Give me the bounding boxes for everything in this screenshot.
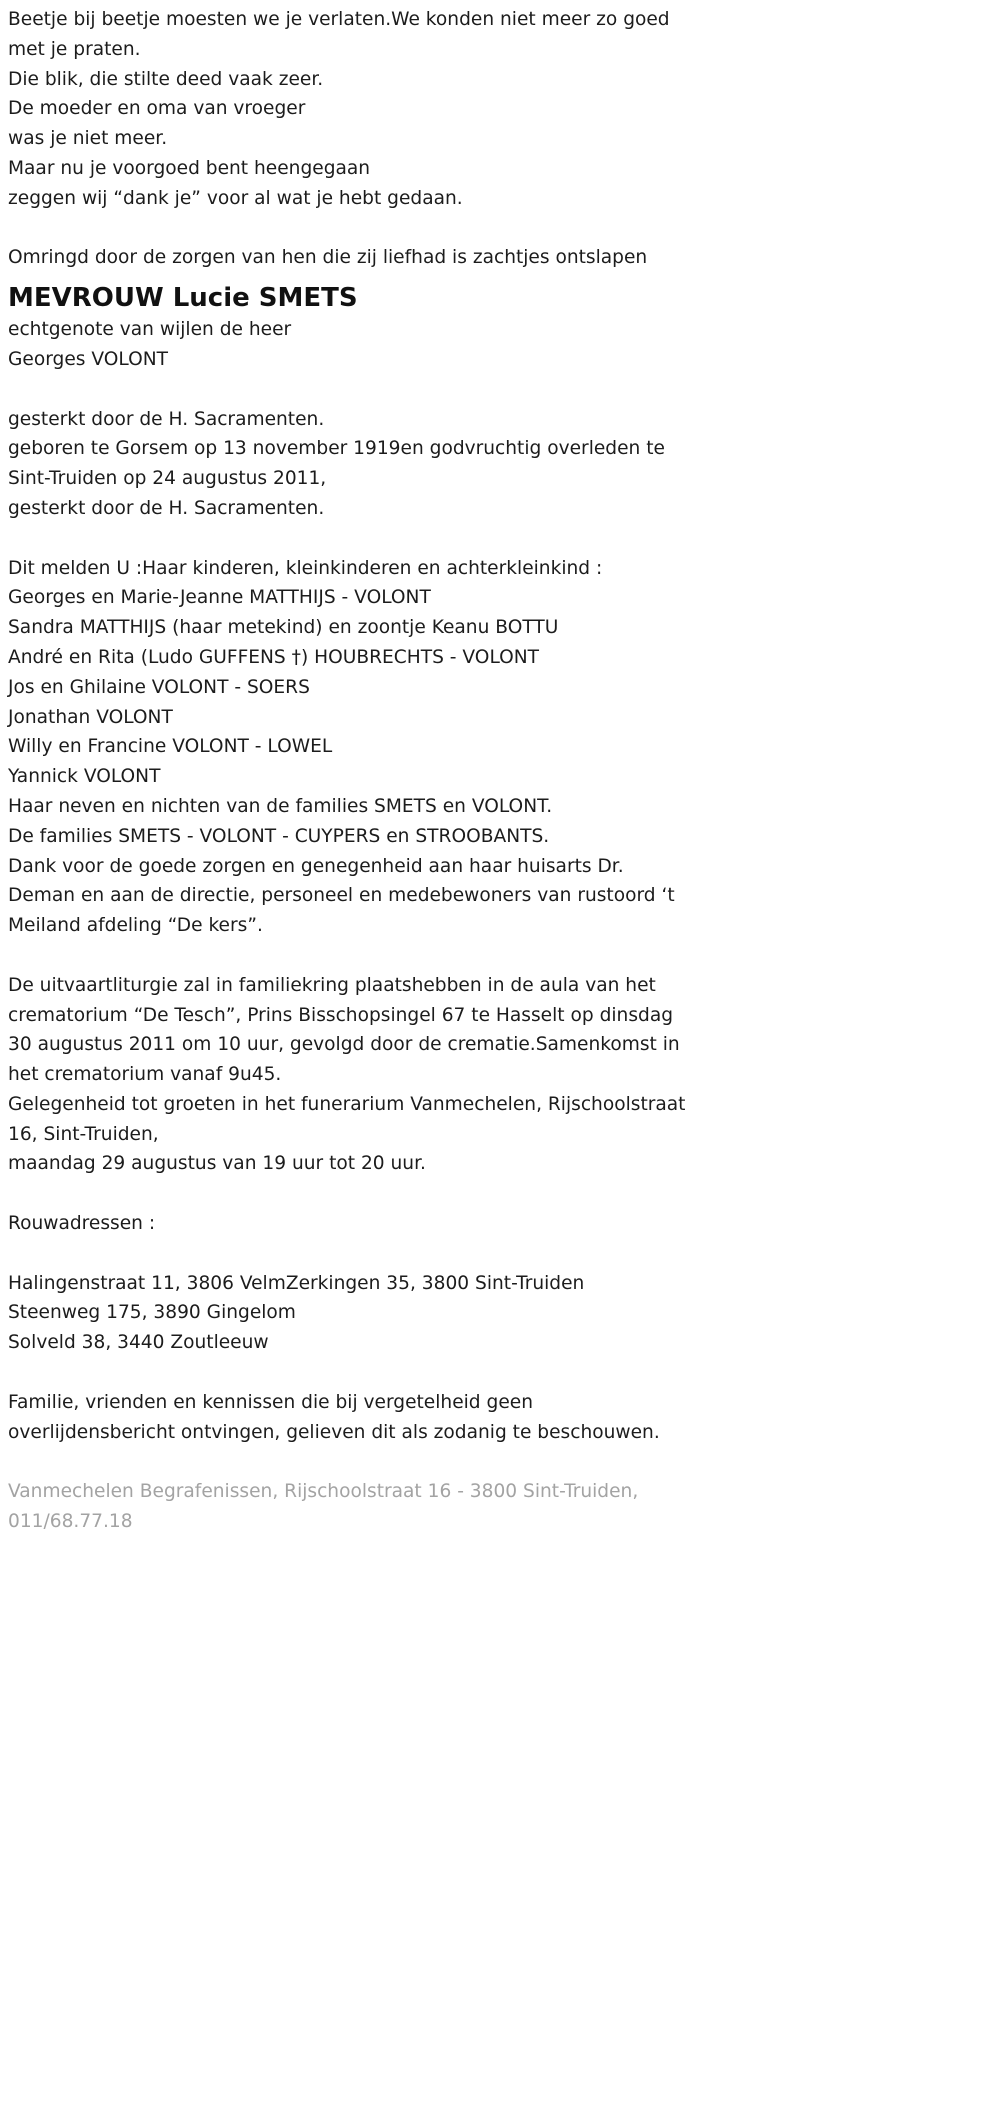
poem-line: Maar nu je voorgoed bent heengegaan xyxy=(8,157,371,179)
family-line: Haar neven en nichten van de families SMETS en VOLONT. xyxy=(8,795,553,817)
family-line: Georges en Marie-Jeanne MATTHIJS - VOLONT xyxy=(8,587,431,609)
spacer xyxy=(8,1179,747,1209)
family-line: Jos en Ghilaine VOLONT - SOERS xyxy=(8,676,310,698)
spouse-line: Georges VOLONT xyxy=(8,348,169,370)
poem-line: zeggen wij “dank je” voor al wat je hebt gedaan. xyxy=(8,187,463,209)
ceremony-info xyxy=(8,971,747,1180)
poem xyxy=(8,5,747,214)
poem-line: met je praten. xyxy=(8,38,141,60)
spacer xyxy=(8,1358,747,1388)
ceremony-line: De uitvaartliturgie zal in familiekring plaatshebben in de aula van het xyxy=(8,974,656,996)
family-line: De families SMETS - VOLONT - CUYPERS en STROOBANTS. xyxy=(8,825,550,847)
family-line: Yannick VOLONT xyxy=(8,766,161,788)
closing-line: Familie, vrienden en kennissen die bij vergetelheid geen xyxy=(8,1391,533,1413)
footer-phone: 011/68.77.18 xyxy=(8,1511,133,1533)
poem-line: Beetje bij beetje moesten we je verlaten.We konden niet meer zo goed xyxy=(8,9,670,30)
spacer xyxy=(8,524,747,554)
family-line: Sandra MATTHIJS (haar metekind) en zoontje Keanu BOTTU xyxy=(8,617,559,639)
closing-note xyxy=(8,1388,747,1448)
family-line: Jonathan VOLONT xyxy=(8,706,173,728)
poem-line: Die blik, die stilte deed vaak zeer. xyxy=(8,68,324,90)
addresses-heading: Rouwadressen : xyxy=(8,1213,156,1235)
spouse-info xyxy=(8,315,747,375)
spacer xyxy=(8,1239,747,1269)
details-line: geboren te Gorsem op 13 november 1919en godvruchtig overleden te xyxy=(8,438,665,460)
ceremony-line: maandag 29 augustus van 19 uur tot 20 uur. xyxy=(8,1153,426,1175)
address-list xyxy=(8,1269,747,1358)
funeral-home-footer xyxy=(8,1477,747,1537)
deceased-name: MEVROUW Lucie SMETS xyxy=(8,283,358,314)
family-line: Deman en aan de directie, personeel en medebewoners van rustoord ‘t xyxy=(8,885,675,907)
family-line: Dank voor de goede zorgen en genegenheid aan haar huisarts Dr. xyxy=(8,855,624,877)
details-line: gesterkt door de H. Sacramenten. xyxy=(8,408,325,430)
family-line: Meiland afdeling “De kers”. xyxy=(8,915,263,937)
intro-text: Omringd door de zorgen van hen die zij liefhad is zachtjes ontslapen xyxy=(8,247,648,269)
ceremony-line: crematorium “De Tesch”, Prins Bisschopsingel 67 te Hasselt op dinsdag xyxy=(8,1004,674,1026)
poem-line: was je niet meer. xyxy=(8,128,168,150)
spacer xyxy=(8,1447,747,1477)
family-list xyxy=(8,554,747,941)
spacer xyxy=(8,941,747,971)
family-line: Dit melden U :Haar kinderen, kleinkinderen en achterkleinkind : xyxy=(8,557,603,579)
ceremony-line: 16, Sint-Truiden, xyxy=(8,1123,159,1145)
address-line: Solveld 38, 3440 Zoutleeuw xyxy=(8,1332,269,1354)
address-line: Halingenstraat 11, 3806 VelmZerkingen 35, 3800 Sint-Truiden xyxy=(8,1272,585,1294)
details-line: Sint-Truiden op 24 augustus 2011, xyxy=(8,468,327,490)
ceremony-line: 30 augustus 2011 om 10 uur, gevolgd door de crematie.Samenkomst in xyxy=(8,1034,680,1056)
details-line: gesterkt door de H. Sacramenten. xyxy=(8,497,325,519)
ceremony-line: Gelegenheid tot groeten in het funerarium Vanmechelen, Rijschoolstraat xyxy=(8,1093,686,1115)
family-line: Willy en Francine VOLONT - LOWEL xyxy=(8,736,333,758)
details xyxy=(8,405,747,524)
spouse-line: echtgenote van wijlen de heer xyxy=(8,319,292,341)
poem-line: De moeder en oma van vroeger xyxy=(8,98,306,120)
ceremony-line: het crematorium vanaf 9u45. xyxy=(8,1064,282,1086)
spacer xyxy=(8,214,747,244)
footer-line: Vanmechelen Begrafenissen, Rijschoolstraat 16 - 3800 Sint-Truiden, xyxy=(8,1481,639,1503)
address-line: Steenweg 175, 3890 Gingelom xyxy=(8,1302,296,1324)
family-line: André en Rita (Ludo GUFFENS †) HOUBRECHTS - VOLONT xyxy=(8,646,540,668)
spacer xyxy=(8,375,747,405)
closing-line: overlijdensbericht ontvingen, gelieven dit als zodanig te beschouwen. xyxy=(8,1421,660,1443)
